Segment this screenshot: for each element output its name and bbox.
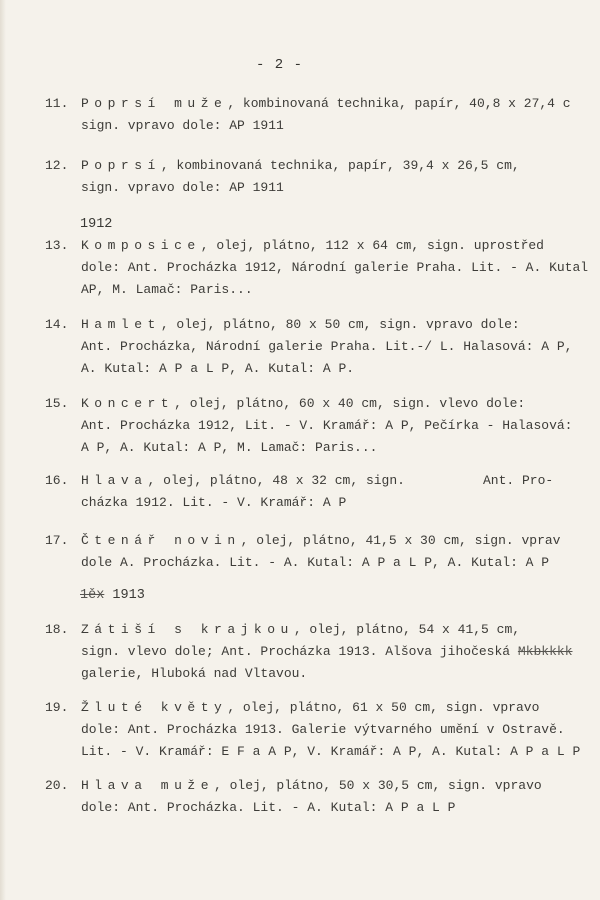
catalog-entry [45,619,600,685]
entry-line-1 [45,619,600,641]
entry-line-2: dole: Ant. Procházka 1913. Galerie výtvarného umění v Ostravě. [81,722,565,737]
entry-number: 20. [45,778,69,793]
entry-line-2: Ant. Procházka, Národní galerie Praha. Lit.-/ L. Halasová: A P, [81,339,573,354]
entry-number: 11. [45,96,69,111]
entry-line-1 [45,775,600,797]
catalog-entry [45,155,600,199]
entry-line-2: cházka 1912. Lit. - V. Kramář: A P [81,495,347,510]
year-text: 1913 [112,588,145,603]
page-number: - 2 - [256,57,304,73]
catalog-entry [45,235,600,301]
entry-number: 17. [45,533,69,548]
artwork-title: Poprsí muže [81,96,228,111]
artwork-title: Žluté květy [81,700,228,715]
catalog-entry [45,93,600,137]
entry-details: , olej, plátno, 112 x 64 cm, sign. uprostřed [200,238,544,253]
year-heading-1912: 1912 [80,217,113,232]
entry-line-1 [45,93,600,115]
catalog-entry [45,775,600,819]
artwork-title: Komposice [81,238,201,253]
entry-details: , kombinovaná technika, papír, 40,8 x 27,4 c [227,96,571,111]
entry-line-2: dole: Ant. Procházka 1912, Národní galerie Praha. Lit. - A. Kutal [81,260,589,275]
entry-line-2-text: sign. vlevo dole; Ant. Procházka 1913. Alšova jihočeská [81,644,511,659]
struck-text: Mkbkkkk [517,644,573,659]
catalog-entry [45,314,600,380]
entry-number: 13. [45,238,69,253]
entry-details: , olej, plátno, 60 x 40 cm, sign. vlevo dole: [174,396,526,411]
entry-line-2 [45,641,600,663]
artwork-title: Hlava muže [81,778,215,793]
entry-line-2: dole: Ant. Procházka. Lit. - A. Kutal: A P a L P [81,800,456,815]
entry-details: , olej, plátno, 48 x 32 cm, sign. Ant. Pro- [147,473,554,488]
entry-number: 14. [45,317,69,332]
entry-line-3: A. Kutal: A P a L P, A. Kutal: A P. [81,361,355,376]
entry-line-2: sign. vpravo dole: AP 1911 [81,180,284,195]
entry-line-2: sign. vpravo dole: AP 1911 [81,118,284,133]
entry-details: , olej, plátno, 54 x 41,5 cm, [293,622,521,637]
entry-line-2: Ant. Procházka 1912, Lit. - V. Kramář: A P, Pečírka - Halasová: [81,418,573,433]
entry-details: , olej, plátno, 80 x 50 cm, sign. vpravo dole: [160,317,520,332]
entry-details: , olej, plátno, 41,5 x 30 cm, sign. vprav [240,533,561,548]
catalog-entry [45,393,600,459]
entry-number: 18. [45,622,69,637]
entry-line-1 [45,470,600,492]
artwork-title: Hlava [81,473,148,488]
entry-details: , kombinovaná technika, papír, 39,4 x 26,5 cm, [160,158,520,173]
entry-line-3: A P, A. Kutal: A P, M. Lamač: Paris... [81,440,378,455]
entry-line-3: Lit. - V. Kramář: E F a A P, V. Kramář: A P, A. Kutal: A P a L P [81,744,581,759]
catalog-entry [45,470,600,514]
entry-number: 12. [45,158,69,173]
year-heading-1913 [80,588,145,603]
artwork-title: Koncert [81,396,175,411]
catalog-entry [45,697,600,763]
entry-details: , olej, plátno, 61 x 50 cm, sign. vpravo [227,700,540,715]
entry-line-2: dole A. Procházka. Lit. - A. Kutal: A P a L P, A. Kutal: A P [81,555,550,570]
artwork-title: Čtenář novin [81,533,241,548]
entry-number: 15. [45,396,69,411]
entry-line-1 [45,314,600,336]
entry-line-3: galerie, Hluboká nad Vltavou. [81,666,308,681]
paper-fold-shadow [0,0,6,900]
entry-line-1 [45,155,600,177]
entry-number: 19. [45,700,69,715]
entry-line-1 [45,235,600,257]
entry-line-1 [45,530,600,552]
struck-text: 1ěx [80,588,105,603]
catalog-entry [45,530,600,574]
artwork-title: Zátiší s krajkou [81,622,294,637]
artwork-title: Hamlet [81,317,161,332]
entry-details: , olej, plátno, 50 x 30,5 cm, sign. vpravo [214,778,542,793]
entry-line-1 [45,697,600,719]
entry-line-1 [45,393,600,415]
entry-line-3: AP, M. Lamač: Paris... [81,282,253,297]
artwork-title: Poprsí [81,158,161,173]
entry-number: 16. [45,473,69,488]
